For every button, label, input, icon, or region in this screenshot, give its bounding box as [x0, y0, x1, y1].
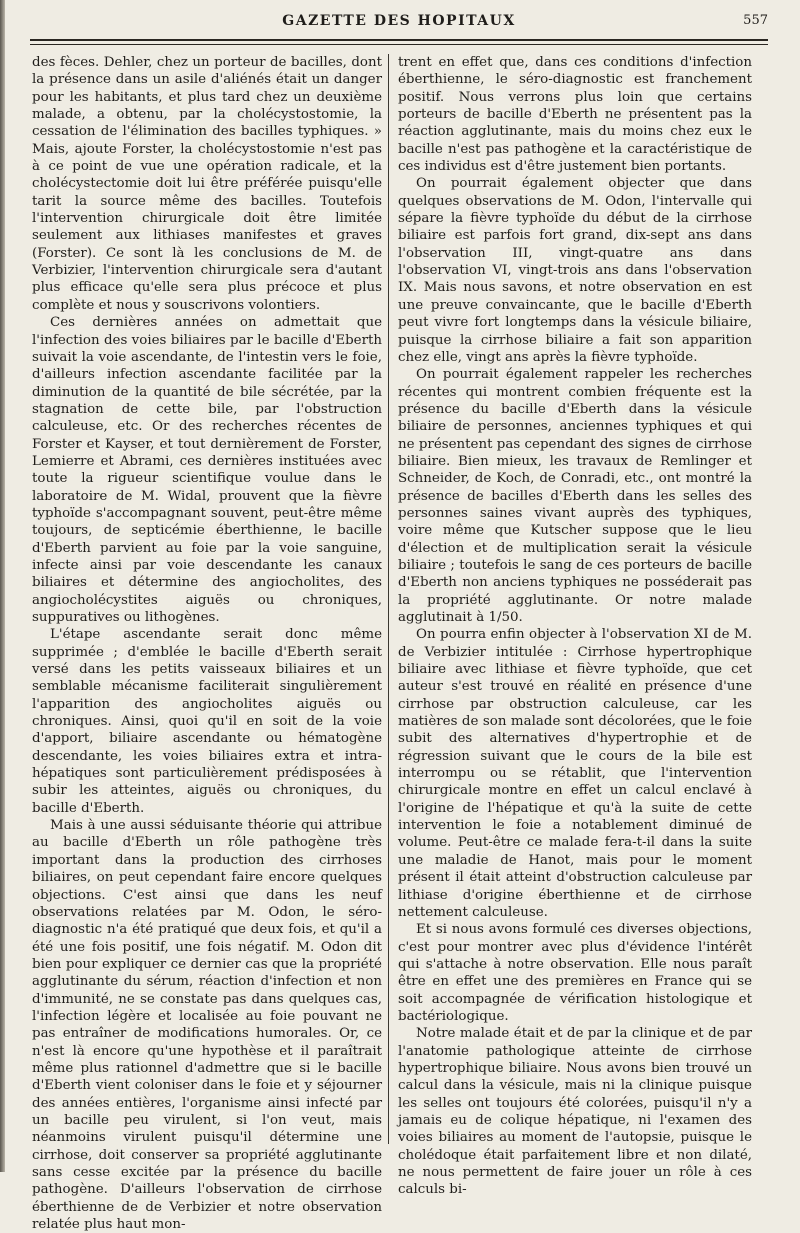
paragraph: On pourra enfin objecter à l'observation XI de M. de Verbizier intitulée : Cirrhose hypertrophique biliaire avec lithiase et fièvre typhoïde, que cet auteur s'est trouvé en réalité en présence d'une cirrhose par obstruction calculeuse, car les matières de son malade sont décolorées, que le foie subit des alternatives d'hypertrophie et de régression suivant que le cours de la bile est interrompu ou se rétablit, que l'intervention chirurgicale montre en effet un calcul enclavé à l'origine de l'hépatique et qu'à la suite de cette intervention le foie a notablement diminué de volume. Peut-être ce malade fera-t-il dans la suite une maladie de Hanot, mais pour le moment présent il était atteint d'obstruction calculeuse par lithiase d'origine éberthienne et de cirrhose nettement calculeuse. — [398, 627, 752, 920]
paragraph: On pourrait également objecter que dans quelques observations de M. Odon, l'intervalle qui sépare la fièvre typhoïde du début de la cirrhose biliaire est parfois fort grand, dix-sept ans dans l'observation III, vingt-quatre ans dans l'observation VI, vingt-trois ans dans l'observation IX. Mais nous savons, et notre observation en est une preuve convaincante, que le bacille d'Eberth peut vivre fort longtemps dans la vésicule biliaire, puisque la cirrhose biliaire a fait son apparition chez elle, vingt ans après la fièvre typhoïde. — [398, 176, 752, 365]
paragraph: des fèces. Dehler, chez un porteur de bacilles, dont la présence dans un asile d'aliénés était un danger pour les habitants, et plus tard chez un deuxième malade, a obtenu, par la cholécystostomie, la cessation de l'élimination des bacilles typhiques. » Mais, ajoute Forster, la cholécystostomie n'est pas à ce point de vue une opération radicale, et la cholécystectomie doit lui être préférée puisqu'elle tarit la source même des bacilles. Toutefois l'intervention chirurgicale doit être limitée seulement aux lithiases manifestes et graves (Forster). Ce sont là les conclusions de M. de Verbizier, l'intervention chirurgicale sera d'autant plus efficace qu'elle sera plus précoce et plus complète et nous y souscrivons volontiers. — [32, 55, 382, 313]
paragraph: trent en effet que, dans ces conditions d'infection éberthienne, le séro-diagnostic est franchement positif. Nous verrons plus loin que certains porteurs de bacille d'Eberth ne présentent pas la réaction agglutinante, mais du moins chez eux le bacille n'est pas pathogène et la caractéristique de ces individus est d'être justement bien portants. — [398, 55, 752, 175]
book-spine-shadow — [0, 0, 5, 1172]
page-number: 557 — [743, 13, 768, 28]
column-divider — [388, 54, 389, 1144]
left-column — [32, 54, 382, 1233]
right-column — [398, 54, 752, 1198]
header-rule-thick — [30, 39, 768, 41]
running-header — [30, 13, 768, 35]
journal-title: GAZETTE DES HOPITAUX — [282, 13, 516, 29]
paragraph: Ces dernières années on admettait que l'infection des voies biliaires par le bacille d'Eberth suivait la voie ascendante, de l'intestin vers le foie, d'ailleurs infection ascendante facilitée par la diminution de la quantité de bile sécrétée, par la stagnation de cette bile, par l'obstruction calculeuse, etc. Or des recherches récentes de Forster et Kayser, et tout dernièrement de Forster, Lemierre et Abrami, ces dernières instituées avec toute la rigueur scientifique voulue dans le laboratoire de M. Widal, prouvent que la fièvre typhoïde s'accompagnant souvent, peut-être même toujours, de septicémie éberthienne, le bacille d'Eberth parvient au foie par la voie sanguine, infecte ainsi par voie descendante les canaux biliaires et détermine des angiocholites, des angiocholécystites aiguës ou chroniques, suppuratives ou lithogènes. — [32, 315, 382, 625]
paragraph: On pourrait également rappeler les recherches récentes qui montrent combien fréquente est la présence du bacille d'Eberth dans la vésicule biliaire de personnes, anciennes typhiques et qui ne présentent pas cependant des signes de cirrhose biliaire. Bien mieux, les travaux de Remlinger et Schneider, de Koch, de Conradi, etc., ont montré la présence de bacilles d'Eberth dans les selles des personnes saines vivant auprès des typhiques, voire même que Kutscher suppose que le lieu d'élection et de multiplication serait la vésicule biliaire ; toutefois le sang de ces porteurs de bacille d'Eberth non anciens typhiques ne posséderait pas la propriété agglutinante. Or notre malade agglutinait à 1/50. — [398, 367, 752, 625]
paragraph: L'étape ascendante serait donc même supprimée ; d'emblée le bacille d'Eberth serait versé dans les petits vaisseaux biliaires et un semblable mécanisme faciliterait singulièrement l'apparition des angiocholites aiguës ou chroniques. Ainsi, quoi qu'il en soit de la voie d'apport, biliaire ascendante ou hématogène descendante, les voies biliaires extra et intra-hépatiques sont particulièrement prédisposées à subir les atteintes, aiguës ou chroniques, du bacille d'Eberth. — [32, 627, 382, 816]
paragraph: Et si nous avons formulé ces diverses objections, c'est pour montrer avec plus d'évidence l'intérêt qui s'attache à notre observation. Elle nous paraît être en effet une des premières en France qui se soit accompagnée de vérification histologique et bactériologique. — [398, 922, 752, 1024]
paragraph: Notre malade était et de par la clinique et de par l'anatomie pathologique atteinte de cirrhose hypertrophique biliaire. Nous avons bien trouvé un calcul dans la vésicule, mais ni la clinique puisque les selles ont toujours été colorées, puisqu'il n'y a jamais eu de colique hépatique, ni l'examen des voies biliaires au moment de l'autopsie, puisque le cholédoque était parfaitement libre et non dilaté, ne nous permettent de faire jouer un rôle à ces calculs bi- — [398, 1026, 752, 1198]
header-rule-thin — [30, 44, 768, 45]
paragraph: Mais à une aussi séduisante théorie qui attribue au bacille d'Eberth un rôle pathogène très important dans la production des cirrhoses biliaires, on peut cependant faire encore quelques objections. C'est ainsi que dans les neuf observations relatées par M. Odon, le séro-diagnostic n'a été pratiqué que deux fois, et qu'il a été une fois positif, une fois négatif. M. Odon dit bien pour expliquer ce dernier cas que la propriété agglutinante du sérum, réaction d'infection et non d'immunité, ne se constate pas dans quelques cas, l'infection légère et localisée au foie pouvant ne pas entraîner de modifications humorales. Or, ce n'est là encore qu'une hypothèse et il paraîtrait même plus rationnel d'admettre que si le bacille d'Eberth vient coloniser dans le foie et y séjourner des années entières, l'organisme ainsi infecté par un bacille peu virulent, si l'on veut, mais néanmoins virulent puisqu'il détermine une cirrhose, doit conserver sa propriété agglutinante sans cesse excitée par la présence du bacille pathogène. D'ailleurs l'observation de cirrhose éberthienne de de Verbizier et notre observation relatée plus haut mon- — [32, 818, 382, 1233]
